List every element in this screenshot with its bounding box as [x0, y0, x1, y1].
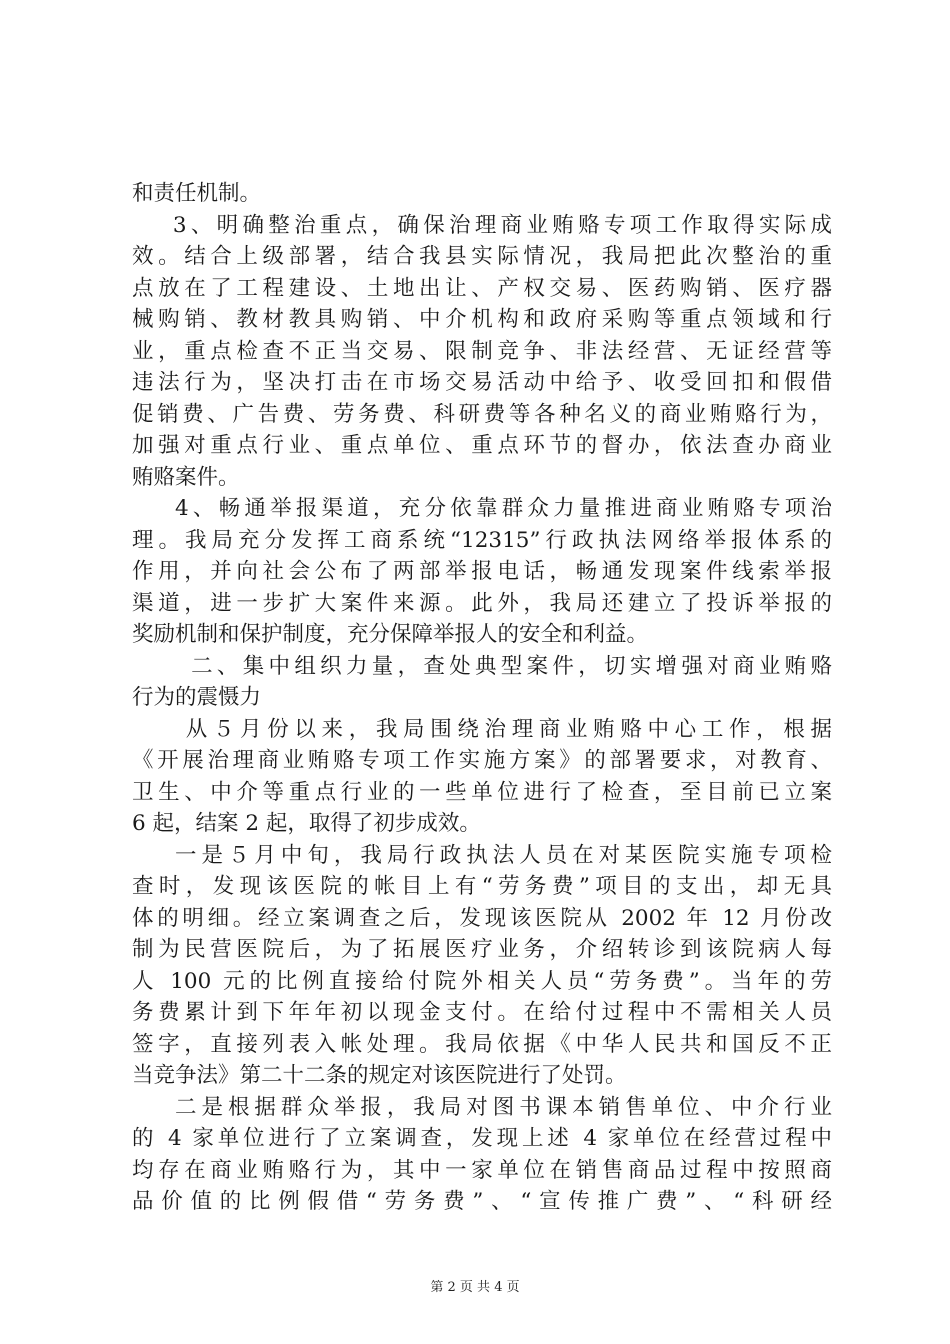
text-line: 人 100 元的比例直接给付院外相关人员“劳务费”。当年的劳: [132, 968, 832, 994]
text-line: 理。我局充分发挥工商系统“12315”行政执法网络举报体系的: [132, 527, 832, 553]
text-line: 促销费、广告费、劳务费、科研费等各种名义的商业贿赂行为，: [132, 401, 832, 427]
text-line: 《开展治理商业贿赂专项工作实施方案》的部署要求，对教育、: [132, 748, 832, 773]
text-line: 二是根据群众举报，我局对图书课本销售单位、中介行业: [175, 1094, 832, 1120]
text-line: 渠道，进一步扩大案件来源。此外，我局还建立了投诉举报的: [132, 590, 832, 616]
text-line: 务费累计到下年年初以现金支付。在给付过程中不需相关人员: [132, 1000, 832, 1025]
text-line: 械购销、教材教具购销、中介机构和政府采购等重点领域和行: [132, 307, 832, 332]
text-line: 当竞争法》第二十二条的规定对该医院进行了处罚。: [132, 1063, 627, 1088]
text-line: 从５月份以来，我局围绕治理商业贿赂中心工作，根据: [185, 716, 832, 742]
text-line: 贿赂案件。: [132, 464, 240, 490]
text-line: 查时，发现该医院的帐目上有“劳务费”项目的支出，却无具: [132, 874, 832, 899]
text-line: 作用，并向社会公布了两部举报电话，畅通发现案件线索举报: [132, 559, 832, 584]
document-body: [132, 178, 832, 1218]
text-line: 一是５月中旬，我局行政执法人员在对某医院实施专项检: [175, 842, 832, 868]
text-line: 体的明细。经立案调查之后，发现该医院从 2002 年 12 月份改: [132, 905, 832, 931]
text-line: 3、明确整治重点，确保治理商业贿赂专项工作取得实际成: [172, 212, 832, 238]
text-line: 加强对重点行业、重点单位、重点环节的督办，依法查办商业: [132, 433, 832, 458]
text-line: 卫生、中介等重点行业的一些单位进行了检查，至目前已立案: [132, 779, 832, 805]
text-line: 均存在商业贿赂行为，其中一家单位在销售商品过程中按照商: [132, 1157, 832, 1183]
text-line: 品价值的比例假借“劳务费”、“宣传推广费”、“科研经: [132, 1189, 832, 1214]
text-line: 行为的震慑力: [132, 685, 262, 710]
text-line: 效。结合上级部署，结合我县实际情况，我局把此次整治的重: [132, 244, 832, 269]
text-line: 的 4 家单位进行了立案调查，发现上述 4 家单位在经营过程中: [132, 1126, 832, 1151]
text-line: 6 起，结案 2 起，取得了初步成效。: [132, 811, 481, 836]
text-line: 制为民营医院后，为了拓展医疗业务，介绍转诊到该院病人每: [132, 937, 832, 962]
text-line: 签字，直接列表入帐处理。我局依据《中华人民共和国反不正: [132, 1031, 832, 1057]
text-line: 业，重点检查不正当交易、限制竞争、非法经营、无证经营等: [132, 338, 832, 364]
text-line: 点放在了工程建设、土地出让、产权交易、医药购销、医疗器: [132, 275, 832, 301]
page-number-footer: 第 2 页 共 4 页: [430, 1280, 520, 1295]
text-line: 违法行为，坚决打击在市场交易活动中给予、收受回扣和假借: [132, 370, 832, 395]
text-line: 二、集中组织力量，查处典型案件，切实增强对商业贿赂: [191, 653, 832, 679]
text-line: 和责任机制。: [132, 181, 262, 206]
text-line: 4、畅通举报渠道，充分依靠群众力量推进商业贿赂专项治: [175, 496, 832, 521]
text-line: 奖励机制和保护制度，充分保障举报人的安全和利益。: [132, 622, 649, 647]
